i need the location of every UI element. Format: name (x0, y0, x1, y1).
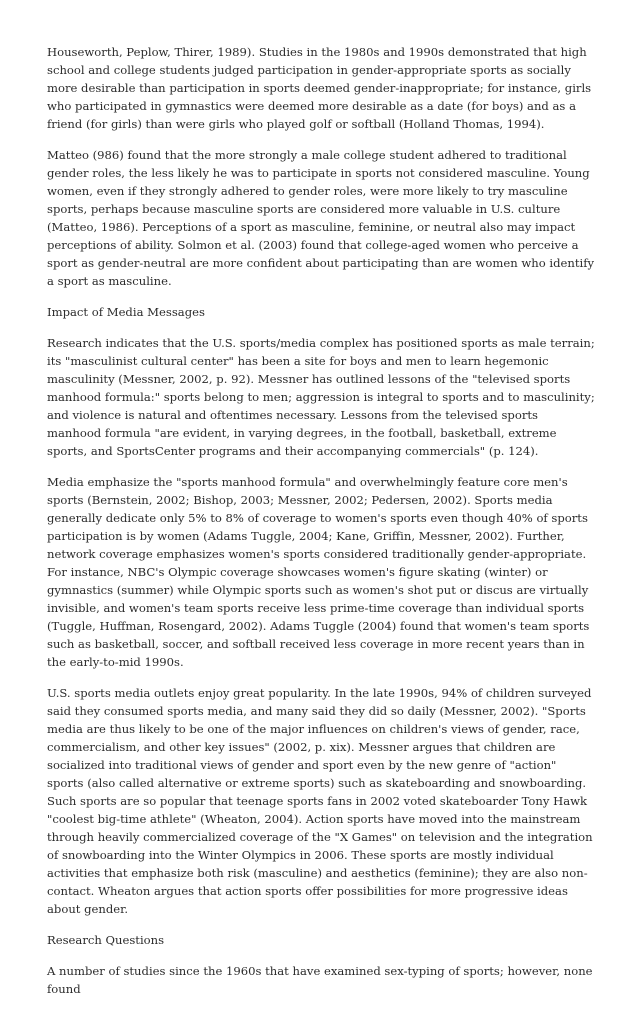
paragraph-gender-appropriate-sports: Houseworth, Peplow, Thirer, 1989). Studies in the 1980s and 1990s demonstrated that high school and college students judged participation in gender-appropriate sports as socially more desirable than participation in sports deemed gender-inappropriate; for instance, girls who participated in gymnastics were deemed more desirable as a date (for boys) and as a friend (for girls) than were girls who played golf or softball (Holland Thomas, 1994). (47, 45, 592, 131)
paragraph-sports-manhood-formula: Media emphasize the "sports manhood formula" and overwhelmingly feature core men's sports (Bernstein, 2002; Bishop, 2003; Messner, 2002; Pedersen, 2002). Sports media generally dedicate only 5% to 8% of coverage to women's sports even though 40% of sports participation is by women (Adams Tuggle, 2004; Kane, Griffin, Messner, 2002). Further, network coverage emphasizes women's sports considered traditionally gender-appropriate. For instance, NBC's Olympic coverage showcases women's figure skating (winter) or gymnastics (summer) while Olympic sports such as women's shot put or discus are virtually invisible, and women's team sports receive less prime-time coverage than individual sports (Tuggle, Huffman, Rosengard, 2002). Adams Tuggle (2004) found that women's team sports such as basketball, soccer, and softball received less coverage in more recent years than in the early-to-mid 1990s. (47, 475, 590, 669)
paragraph-matteo-gender-roles: Matteo (986) found that the more strongly a male college student adhered to traditional gender roles, the less likely he was to participate in sports not considered masculine. Young women, even if they strongly adhered to gender roles, were more likely to try masculine sports, perhaps because masculine sports are considered more valuable in U.S. culture (Matteo, 1986). Perceptions of a sport as masculine, feminine, or neutral also may impact perceptions of ability. Solmon et al. (2003) found that college-aged women who perceive a sport as gender-neutral are more confident about participating than are women who identify a sport as masculine. (47, 148, 595, 288)
paragraph-sports-media-complex: Research indicates that the U.S. sports/media complex has positioned sports as male terrain; its "masculinist cultural center" has been a site for boys and men to learn hegemonic masculinity (Messner, 2002, p. 92). Messner has outlined lessons of the "televised sports manhood formula:" sports belong to men; aggression is integral to sports and to masculinity; and violence is natural and oftentimes necessary. Lessons from the televised sports manhood formula "are evident, in varying degrees, in the football, basketball, extreme sports, and SportsCenter programs and their accompanying commercials" (p. 124). (47, 336, 595, 458)
paragraph-sex-typing-studies: A number of studies since the 1960s that have examined sex-typing of sports; however, none found (47, 964, 593, 996)
document-page (47, 43, 595, 1011)
section-heading-media-messages: Impact of Media Messages (47, 305, 205, 319)
paragraph-media-popularity: U.S. sports media outlets enjoy great popularity. In the late 1990s, 94% of children surveyed said they consumed sports media, and many said they did so daily (Messner, 2002). "Sports media are thus likely to be one of the major influences on children's views of gender, race, commercialism, and other key issues" (2002, p. xix). Messner argues that children are socialized into traditional views of gender and sport even by the new genre of "action" sports (also called alternative or extreme sports) such as skateboarding and snowboarding. Such sports are so popular that teenage sports fans in 2002 voted skateboarder Tony Hawk "coolest big-time athlete" (Wheaton, 2004). Action sports have moved into the mainstream through heavily commercialized coverage of the "X Games" on television and the integration of snowboarding into the Winter Olympics in 2006. These sports are mostly individual activities that emphasize both risk (masculine) and aesthetics (feminine); they are also non-contact. Wheaton argues that action sports offer possibilities for more progressive ideas about gender. (47, 686, 593, 916)
section-heading-research-questions: Research Questions (47, 933, 165, 947)
